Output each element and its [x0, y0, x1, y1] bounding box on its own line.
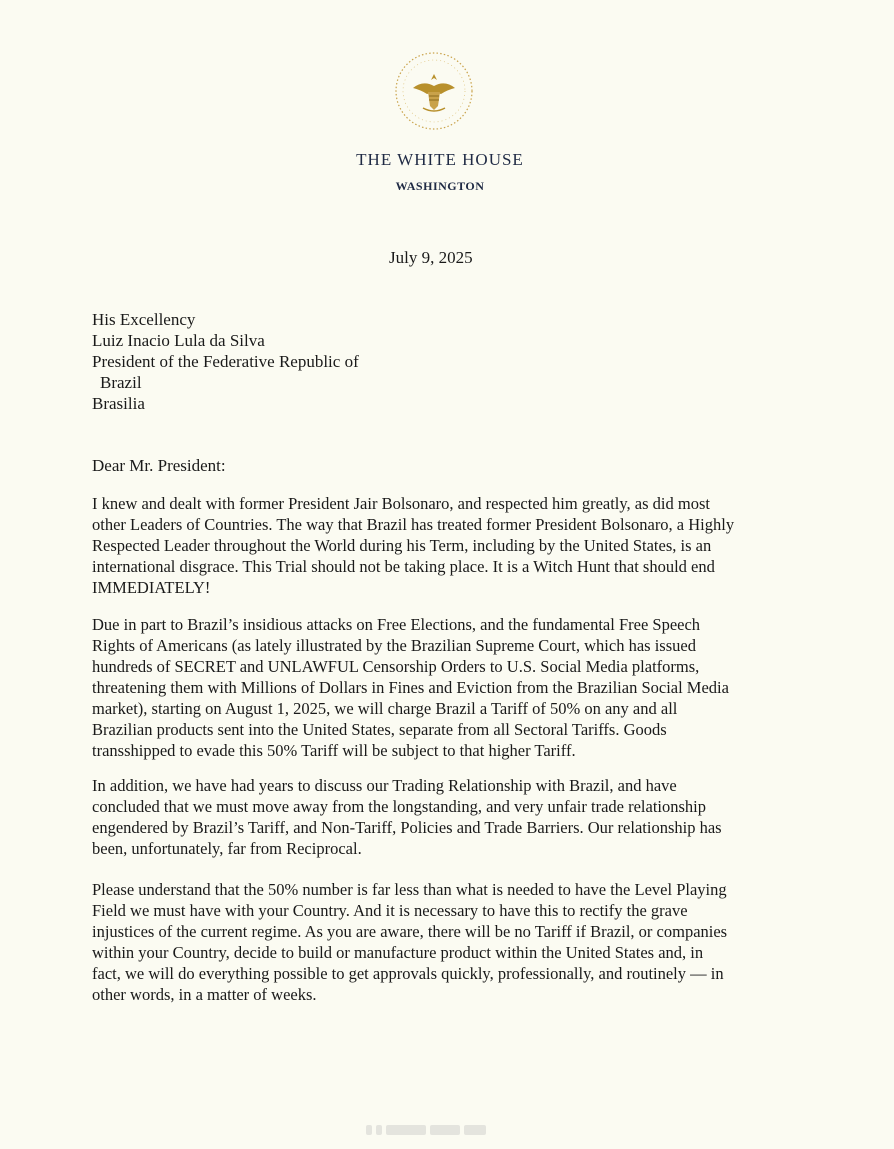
letter-date: July 9, 2025: [389, 248, 473, 267]
presidential-seal-icon: [393, 50, 475, 132]
text-line: market), starting on August 1, 2025, we will charge Brazil a Tariff of 50% on any and all: [92, 699, 678, 718]
letterhead-title: THE WHITE HOUSE: [356, 150, 524, 169]
text-line: injustices of the current regime. As you are aware, there will be no Tariff if Brazil, or companies: [92, 922, 728, 941]
salutation: Dear Mr. President:: [92, 456, 226, 475]
text-line: within your Country, decide to build or manufacture product within the United States and, in: [92, 943, 704, 962]
address-line: Brasilia: [92, 394, 145, 413]
text-line: hundreds of SECRET and UNLAWFUL Censorship Orders to U.S. Social Media platforms,: [92, 657, 700, 676]
text-line: Field we must have with your Country. And it is necessary to have this to rectify the grave: [92, 901, 688, 920]
address-line: President of the Federative Republic of: [92, 352, 359, 371]
paragraph-2: [92, 614, 792, 761]
recipient-address: [92, 309, 359, 414]
text-line: IMMEDIATELY!: [92, 578, 211, 597]
paragraph-1: [92, 493, 792, 598]
text-line: transshipped to evade this 50% Tariff will be subject to that higher Tariff.: [92, 741, 576, 760]
text-line: Brazilian products sent into the United States, separate from all Sectoral Tariffs. Goods: [92, 720, 667, 739]
text-line: international disgrace. This Trial should not be taking place. It is a Witch Hunt that should end: [92, 557, 715, 576]
text-line: other words, in a matter of weeks.: [92, 985, 317, 1004]
letterhead-subtitle: WASHINGTON: [395, 179, 485, 193]
text-line: I knew and dealt with former President Jair Bolsonaro, and respected him greatly, as did most: [92, 494, 710, 513]
address-line: Brazil: [100, 373, 142, 392]
address-line: His Excellency: [92, 310, 196, 329]
text-line: threatening them with Millions of Dollars in Fines and Eviction from the Brazilian Social Media: [92, 678, 729, 697]
address-line: Luiz Inacio Lula da Silva: [92, 331, 265, 350]
text-line: In addition, we have had years to discuss our Trading Relationship with Brazil, and have: [92, 776, 677, 795]
text-line: fact, we will do everything possible to get approvals quickly, professionally, and routinely — in: [92, 964, 724, 983]
text-line: been, unfortunately, far from Reciprocal.: [92, 839, 362, 858]
text-line: Rights of Americans (as lately illustrated by the Brazilian Supreme Court, which has issued: [92, 636, 696, 655]
text-line: Due in part to Brazil’s insidious attacks on Free Elections, and the fundamental Free Speech: [92, 615, 701, 634]
text-line: Please understand that the 50% number is far less than what is needed to have the Level Playing: [92, 880, 727, 899]
watermark-icon: [366, 1120, 536, 1140]
paragraph-4: [92, 879, 792, 1005]
text-line: engendered by Brazil’s Tariff, and Non-Tariff, Policies and Trade Barriers. Our relationship has: [92, 818, 722, 837]
text-line: Respected Leader throughout the World during his Term, including by the United States, is an: [92, 536, 712, 555]
text-line: concluded that we must move away from the longstanding, and very unfair trade relationship: [92, 797, 706, 816]
text-line: other Leaders of Countries. The way that Brazil has treated former President Bolsonaro, a Highly: [92, 515, 735, 534]
paragraph-3: [92, 775, 792, 859]
